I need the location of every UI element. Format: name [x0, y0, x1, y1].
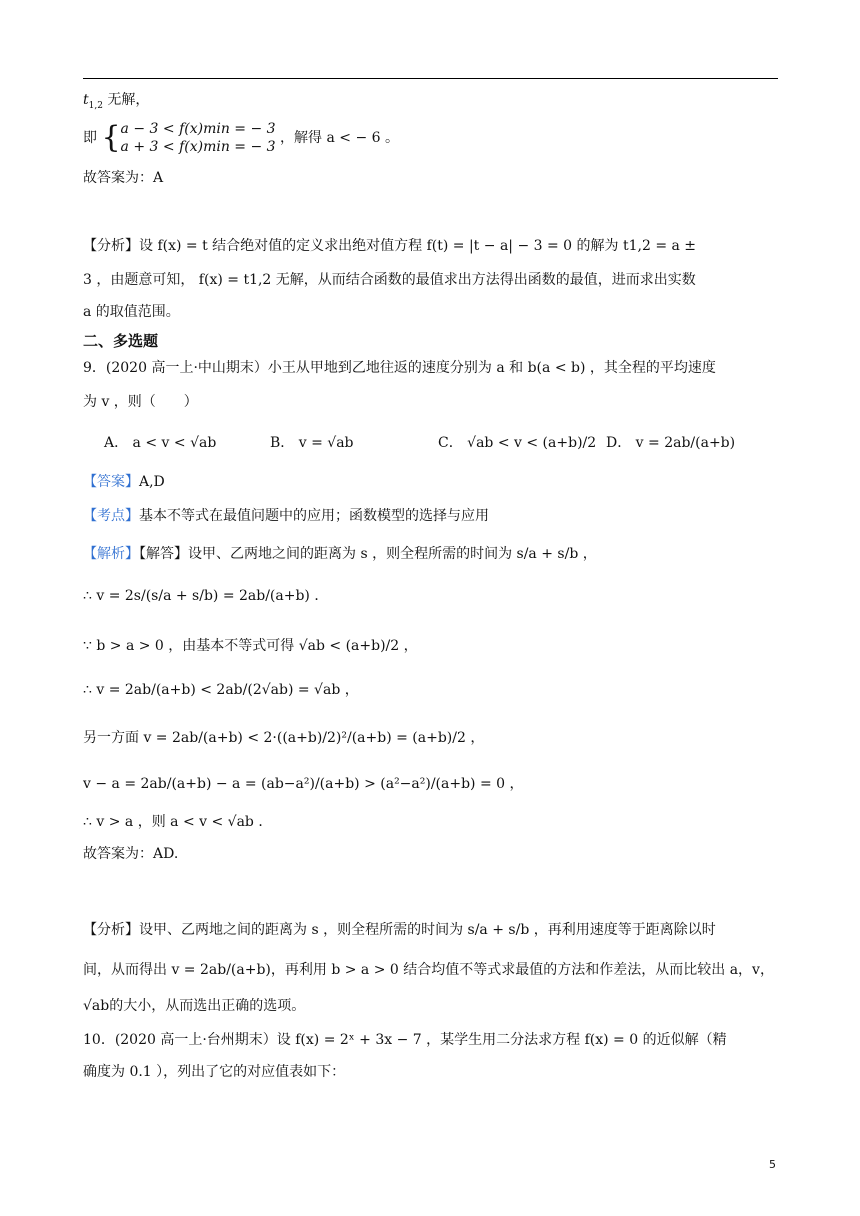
q9-step-1: ∴ v = 2s/(s/a + s/b) = 2ab/(a+b) ． — [83, 588, 329, 604]
kp-tag: 【考点】 — [83, 508, 139, 524]
q9-step-3: ∴ v = 2ab/(a+b) < 2ab/(2√ab) = √ab ， — [83, 682, 359, 698]
cont-line-1: $t_{1,2}$ 无解， — [83, 92, 150, 111]
q10-line-1: 10．(2020 高一上·台州期末）设 f(x) = 2ˣ + 3x − 7 ，某学生用二分法求方程 f(x) = 0 的近似解（精 — [83, 1032, 727, 1048]
q9-step-4: 另一方面 v = 2ab/(a+b) < 2·((a+b)/2)²/(a+b) = (a+b)/2 ， — [83, 730, 485, 746]
q10-line-2: 确度为 0.1 ），列出了它的对应值表如下： — [83, 1064, 346, 1080]
section-title: 二、多选题 — [83, 332, 159, 350]
q9-option-a: A． a < v < √ab — [104, 435, 217, 451]
q9-solution-head: 【解析】【解答】设甲、乙两地之间的距离为 s ，则全程所需的时间为 s/a + s/b ， — [83, 546, 597, 562]
q9-option-c: C． √ab < v < (a+b)/2 — [438, 435, 597, 451]
q9-option-d: D． v = 2ab/(a+b) — [606, 435, 736, 451]
page-number: 5 — [769, 1158, 776, 1171]
q9-step-6: ∴ v > a ，则 a < v < √ab ． — [83, 814, 273, 830]
solution-tag: 【解析】 — [83, 546, 139, 562]
header-rule — [83, 78, 778, 79]
q9-option-b: B． v = √ab — [270, 435, 354, 451]
analysis1-line-2: 3 ，由题意可知， f(x) = t1,2 无解，从而结合函数的最值求出方法得出函数的最值，进而求出实数 — [83, 272, 696, 288]
q9-step-7: 故答案为：AD. — [83, 846, 179, 862]
q9-step-5: v − a = 2ab/(a+b) − a = (ab−a²)/(a+b) > (a²−a²)/(a+b) = 0 ， — [83, 776, 524, 792]
q9-analysis-1: 【分析】设甲、乙两地之间的距离为 s ，则全程所需的时间为 s/a + s/b ，再利用速度等于距离除以时 — [83, 922, 716, 938]
analysis1-line-1: 【分析】设 f(x) = t 结合绝对值的定义求出绝对值方程 f(t) = |t − a| − 3 = 0 的解为 t1,2 = a ± — [83, 238, 697, 254]
q9-analysis-3: √ab的大小，从而选出正确的选项。 — [83, 998, 306, 1014]
q9-analysis-2: 间，从而得出 v = 2ab/(a+b)，再利用 b > a > 0 结合均值不等式求最值的方法和作差法，从而比较出 a，v， — [83, 962, 774, 978]
q9-stem-1: 9．(2020 高一上·中山期末）小王从甲地到乙地往返的速度分别为 a 和 b(a < b) ，其全程的平均速度 — [83, 360, 716, 376]
q9-step-2: ∵ b > a > 0 ，由基本不等式可得 √ab < (a+b)/2 ， — [83, 638, 418, 654]
q9-stem-2: 为 v ，则（ ） — [83, 394, 198, 410]
cont-line-2: 即 {a − 3 < f(x)min = − 3 a + 3 < f(x)min = − 3 ，解得 a < − 6 。 — [83, 120, 399, 155]
cont-line-3: 故答案为：A — [83, 170, 164, 186]
analysis1-line-3: a 的取值范围。 — [83, 304, 180, 320]
answer-tag: 【答案】 — [83, 474, 139, 490]
q9-knowledge-point: 【考点】基本不等式在最值问题中的应用；函数模型的选择与应用 — [83, 508, 489, 524]
q9-answer: 【答案】A,D — [83, 474, 165, 490]
